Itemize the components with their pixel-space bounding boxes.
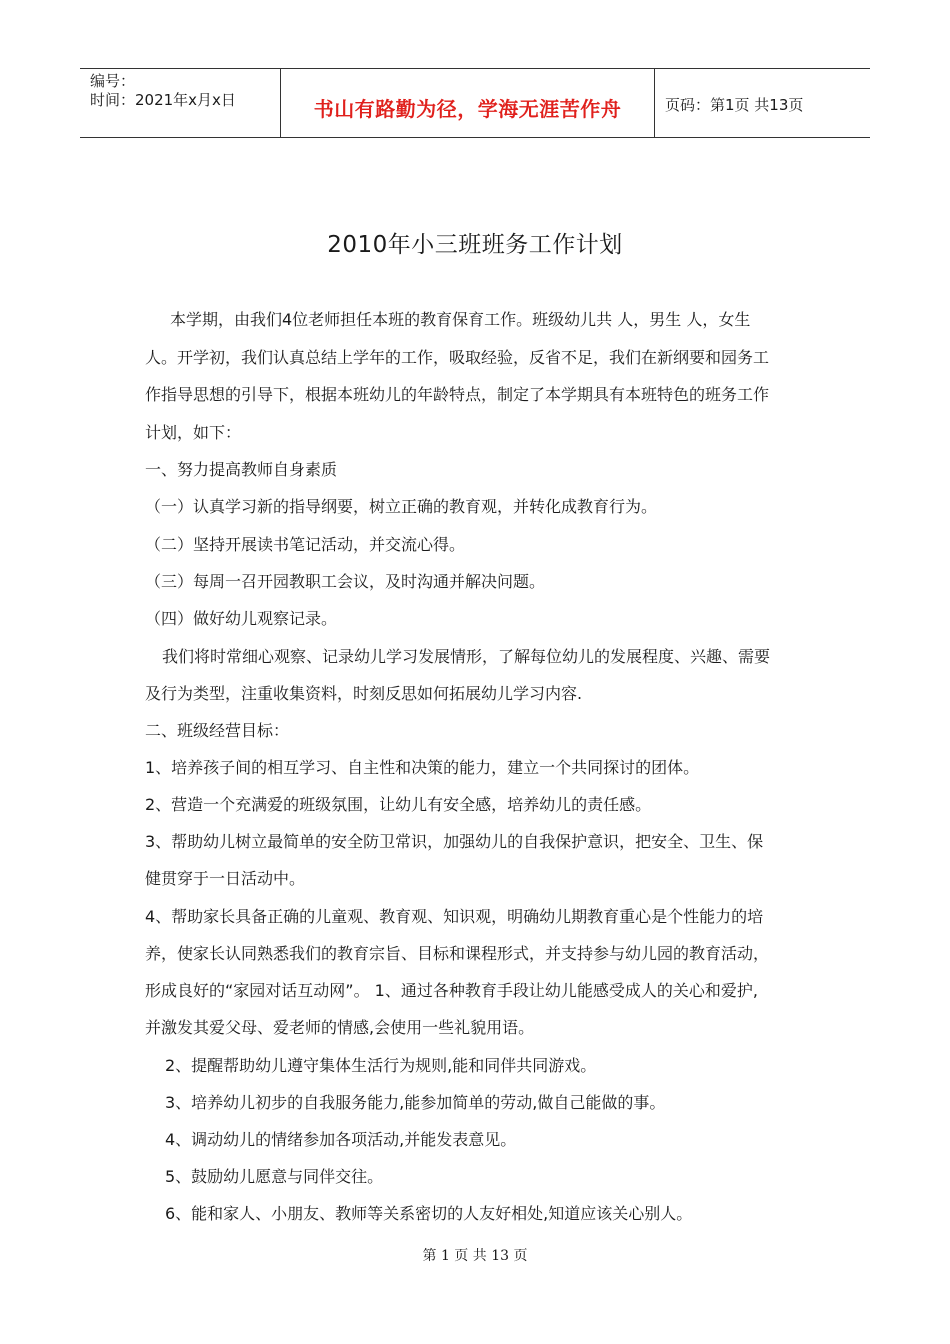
goal-item: 4、帮助家长具备正确的儿童观、教育观、知识观，明确幼儿期教育重心是个性能力的培 bbox=[145, 907, 764, 926]
goal-item: 养，使家长认同熟悉我们的教育宗旨、目标和课程形式，并支持参与幼儿园的教育活动， bbox=[145, 944, 770, 963]
header-page-cell bbox=[655, 69, 870, 137]
page-footer: 第 1 页 共 13 页 bbox=[422, 1248, 528, 1264]
sub-goal-item: 2、提醒帮助幼儿遵守集体生活行为规则,能和同伴共同游戏。 bbox=[165, 1056, 597, 1075]
goal-item: 3、帮助幼儿树立最简单的安全防卫常识，加强幼儿的自我保护意识，把安全、卫生、保 bbox=[145, 832, 764, 851]
intro-line: 本学期，由我们4位老师担任本班的教育保育工作。班级幼儿共 人，男生 人，女生 bbox=[170, 310, 751, 329]
goal-item: 2、营造一个充满爱的班级氛围，让幼儿有安全感，培养幼儿的责任感。 bbox=[145, 795, 652, 814]
goal-item: 形成良好的“家园对话互动网”。 1、通过各种教育手段让幼儿能感受成人的关心和爱护, bbox=[145, 981, 758, 1000]
intro-line: 计划，如下： bbox=[145, 423, 242, 442]
body-text-line: 及行为类型，注重收集资料，时刻反思如何拓展幼儿学习内容. bbox=[145, 684, 583, 703]
sub-goal-item: 3、培养幼儿初步的自我服务能力,能参加简单的劳动,做自己能做的事。 bbox=[165, 1093, 666, 1112]
list-item: （一）认真学习新的指导纲要，树立正确的教育观，并转化成教育行为。 bbox=[145, 497, 658, 516]
list-item: （三）每周一召开园教职工会议，及时沟通并解决问题。 bbox=[145, 572, 546, 591]
body-text-line: 我们将时常细心观察、记录幼儿学习发展情形，了解每位幼儿的发展程度、兴趣、需要 bbox=[162, 647, 771, 666]
section-heading: 一、努力提高教师自身素质 bbox=[145, 460, 338, 479]
intro-line: 作指导思想的引导下，根据本班幼儿的年龄特点，制定了本学期具有本班特色的班务工作 bbox=[145, 385, 770, 404]
goal-item: 并激发其爱父母、爱老师的情感,会使用一些礼貌用语。 bbox=[145, 1018, 535, 1037]
sub-goal-item: 6、能和家人、小朋友、教师等关系密切的人友好相处,知道应该关心别人。 bbox=[165, 1204, 693, 1223]
header-motto-cell bbox=[281, 69, 655, 137]
document-title: 2010年小三班班务工作计划 bbox=[327, 232, 623, 258]
time-label: 时间：2021年x月x日 bbox=[90, 91, 236, 109]
goal-item: 健贯穿于一日活动中。 bbox=[145, 869, 306, 888]
goal-item: 1、培养孩子间的相互学习、自主性和决策的能力，建立一个共同探讨的团体。 bbox=[145, 758, 700, 777]
sub-goal-item: 5、鼓励幼儿愿意与同伴交往。 bbox=[165, 1167, 384, 1186]
intro-line: 人。开学初，我们认真总结上学年的工作，吸取经验，反省不足，我们在新纲要和园务工 bbox=[145, 348, 770, 367]
list-item: （二）坚持开展读书笔记活动，并交流心得。 bbox=[145, 535, 466, 554]
sub-goal-item: 4、调动幼儿的情绪参加各项活动,并能发表意见。 bbox=[165, 1130, 517, 1149]
motto: 书山有路勤为径，学海无涯苦作舟 bbox=[313, 97, 622, 121]
number-label: 编号： bbox=[90, 72, 136, 90]
page-info: 页码：第1页 共13页 bbox=[665, 96, 804, 114]
header-info-cell bbox=[80, 69, 281, 137]
section-heading: 二、班级经营目标： bbox=[145, 721, 290, 740]
list-item: （四）做好幼儿观察记录。 bbox=[145, 609, 338, 628]
document-header bbox=[80, 68, 870, 138]
